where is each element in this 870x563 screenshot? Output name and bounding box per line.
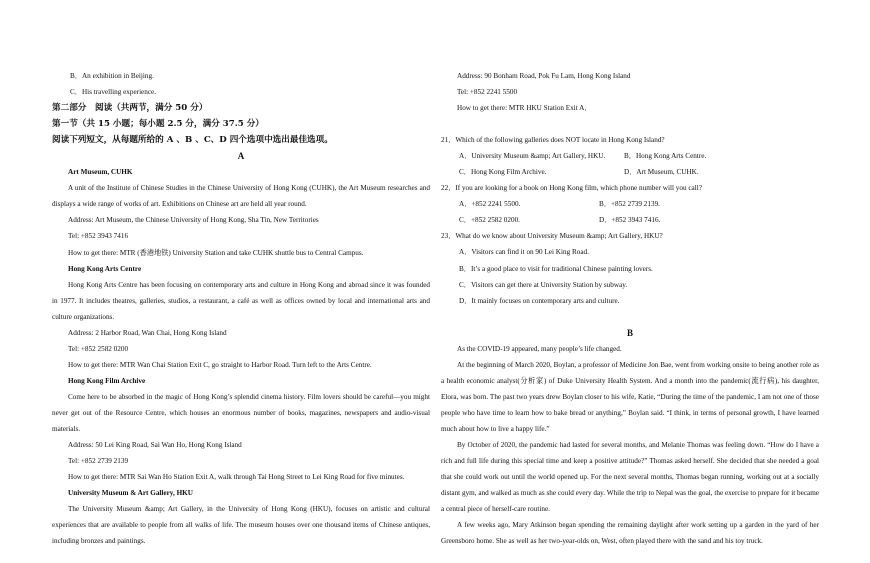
- gallery-description: Come here to be absorbed in the magic of Hong Kong’s splendid cinema history. Film lovers should be careful—you might never get out of the Resource Centre, which houses an enormous number of books, magazines, newspapers and audio-visual materials.: [52, 392, 430, 434]
- gallery-directions: How to get there: MTR Wan Chai Station Exit C, go straight to Harbor Road. Turn left to the Arts Centre.: [68, 360, 372, 369]
- option-b: B．Hong Kong Arts Centre.: [624, 152, 707, 161]
- option-c: C．+852 2582 0200.: [459, 216, 520, 225]
- right-column: [441, 68, 819, 549]
- passage-paragraph: At the beginning of March 2020, Boylan, a professor of Medicine Jon Bae, went from working onsite to being another role as a health economic analyst(分析家) of Duke University Health System. And a month into the pandemic(流行病), his daughter, Elora, was born. The past two years drew Boylan closer to his wife, Katie, “During the time of the pandemic, I am not one of those people who have time to learn how to bake bread or anything,” Boylan said. “I think, in terms of personal growth, I have learned much about how to live a happy life.”: [441, 360, 819, 433]
- question-21-options-row-2: [441, 164, 819, 180]
- section-one-heading: 第一节（共 15 小题；每小题 2.5 分，满分 37.5 分）: [52, 119, 264, 130]
- question-21: 21．Which of the following galleries does NOT locate in Hong Kong Island?: [441, 136, 665, 145]
- passage-a-label: A: [237, 151, 245, 162]
- passage-paragraph: As the COVID-19 appeared, many people’s life changed.: [457, 344, 622, 353]
- option-a: A．Visitors can find it on 90 Lei King Road.: [459, 248, 589, 257]
- gallery-address: Address: Art Museum, the Chinese University of Hong Kong, Sha Tin, New Territories: [68, 216, 319, 225]
- passage-paragraph: A few weeks ago, Mary Atkinson began spending the remaining daylight after work setting up a garden in the yard of her Greensboro home. She as well as her two-year-olds on, West, often played there with the sand and his toy truck.: [441, 521, 819, 546]
- question-22-options-row-1: [441, 196, 819, 212]
- option-d: D．+852 3943 7416.: [599, 216, 661, 225]
- gallery-description: Hong Kong Arts Centre has been focusing on contemporary arts and culture in Hong Kong and abroad since it was founded in 1977. It includes theatres, galleries, studios, a restaurant, a café as well as offices owned by local and international arts and culture organizations.: [52, 280, 430, 321]
- gallery-address: Address: 90 Bonham Road, Pok Fu Lam, Hong Kong Island: [457, 72, 631, 80]
- question-23: 23．What do we know about University Museum &amp; Art Gallery, HKU?: [441, 232, 663, 241]
- option-d: D．Art Museum, CUHK.: [624, 168, 699, 177]
- gallery-tel: Tel: +852 2241 5500: [457, 88, 518, 97]
- gallery-title: Art Museum, CUHK: [68, 168, 133, 177]
- gallery-tel: Tel: +852 2582 0200: [68, 344, 129, 353]
- gallery-directions: How to get there: MTR (香港地铁) University Station and take CUHK shuttle bus to Central Campus.: [68, 248, 364, 257]
- option-d: D．It mainly focuses on contemporary arts and culture.: [459, 296, 620, 305]
- question-22-options-row-2: [441, 212, 819, 228]
- gallery-title: Hong Kong Arts Centre: [68, 264, 142, 273]
- gallery-tel: Tel: +852 3943 7416: [68, 232, 129, 241]
- question-21-options-row-1: [441, 148, 819, 164]
- spacer: [441, 309, 819, 325]
- left-column: [52, 68, 430, 549]
- passage-b-label: B: [626, 327, 633, 338]
- option-b: B．An exhibition in Beijing.: [70, 72, 154, 80]
- option-c: C．His travelling experience.: [70, 88, 157, 97]
- option-b: B．+852 2739 2139.: [599, 200, 660, 209]
- spacer: [441, 116, 819, 132]
- gallery-description: The University Museum &amp; Art Gallery, in the University of Hong Kong (HKU), focuses on artistic and cultural experiences that are available to people from all walks of life. The museum houses over one thousand items of Chinese antiques, including bronzes and paintings.: [52, 505, 430, 546]
- option-a: A．+852 2241 5500.: [459, 200, 521, 209]
- part-two-heading: 第二部分 阅读（共两节，满分 50 分）: [52, 103, 208, 114]
- gallery-title: University Museum & Art Gallery, HKU: [68, 489, 193, 498]
- reading-instructions: 阅读下列短文，从每题所给的 A 、B 、C、D 四个选项中选出最佳选项。: [52, 135, 333, 146]
- gallery-address: Address: 50 Lei King Road, Sai Wan Ho, Hong Kong Island: [68, 441, 242, 450]
- option-c: C．Visitors can get there at University Station by subway.: [459, 280, 628, 289]
- option-b: B．It’s a good place to visit for traditional Chinese painting lovers.: [459, 264, 653, 273]
- gallery-directions: How to get there: MTR Sai Wan Ho Station Exit A, walk through Tai Hong Street to Lei King Road for five minutes.: [68, 473, 405, 482]
- gallery-title: Hong Kong Film Archive: [68, 376, 146, 385]
- passage-paragraph: By October of 2020, the pandemic had lasted for several months, and Melanie Thomas was feeling down. “How do I have a rich and full life during this special time and keep a positive attitude?” Thomas asked herself. She decided that she needed a goal that she could work out until the world opened up. For the next several months, Thomas began running, working out at a socially distant gym, and walked as much as she could every day. While the trip to Nepal was the goal, the exercise to prepare for it became a central piece of herself-care routine.: [441, 440, 819, 514]
- gallery-tel: Tel: +852 2739 2139: [68, 457, 129, 466]
- option-c: C．Hong Kong Film Archive.: [459, 168, 547, 177]
- gallery-directions: How to get there: MTR HKU Station Exit A．: [457, 104, 592, 113]
- gallery-description: A unit of the Institute of Chinese Studies in the Chinese University of Hong Kong (CUHK), the Art Museum researches and displays a wide range of works of art. Exhibitions on Chinese art are held all year round.: [52, 184, 430, 209]
- gallery-address: Address: 2 Harbor Road, Wan Chai, Hong Kong Island: [68, 328, 227, 337]
- question-22: 22．If you are looking for a book on Hong Kong film, which phone number will you call?: [441, 184, 702, 193]
- option-a: A．University Museum &amp; Art Gallery, HKU.: [459, 152, 606, 161]
